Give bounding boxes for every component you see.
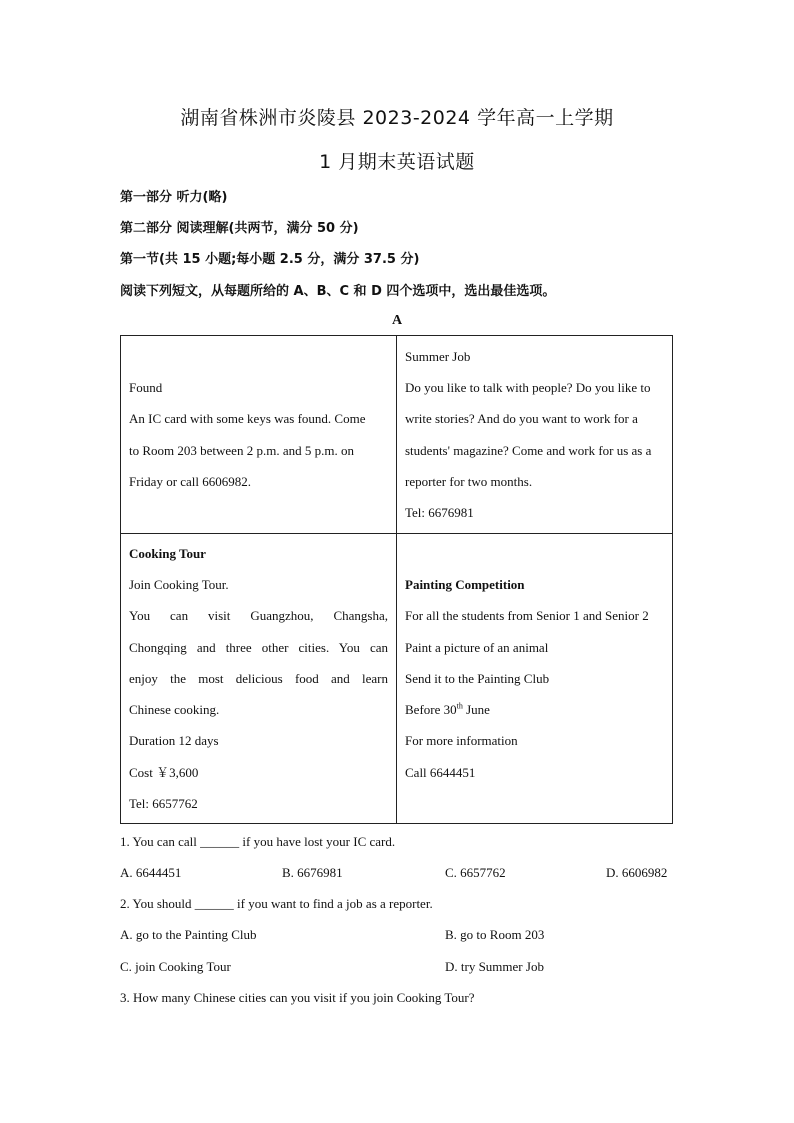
ads-table — [120, 335, 673, 824]
summer-job-line: students' magazine? Come and work for us as a — [405, 442, 652, 458]
cooking-tour-line: You can visit Guangzhou, Changsha, — [129, 608, 388, 624]
exam-title-line1: 湖南省株洲市炎陵县 2023-2024 学年高一上学期 — [180, 107, 614, 129]
question-2-option-a[interactable]: A. go to the Painting Club — [120, 927, 257, 942]
question-1-option-a[interactable]: A. 6644451 — [120, 865, 182, 880]
cooking-tour-line: Tel: 6657762 — [129, 795, 198, 811]
question-2-stem: 2. You should ______ if you want to find a job as a reporter. — [120, 896, 433, 911]
found-line: Friday or call 6606982. — [129, 473, 252, 489]
cooking-tour-line: Cost ￥3,600 — [129, 764, 199, 780]
painting-line: Paint a picture of an animal — [405, 639, 549, 655]
summer-job-line: Do you like to talk with people? Do you like to — [405, 380, 651, 396]
summer-job-ad — [397, 336, 673, 534]
painting-deadline: Before 30th June — [405, 701, 490, 718]
cooking-tour-ad — [121, 534, 397, 824]
cooking-tour-line: enjoy the most delicious food and learn — [129, 670, 388, 686]
summer-job-line: reporter for two months. — [405, 473, 533, 489]
painting-line: Call 6644451 — [405, 764, 476, 780]
found-line: An IC card with some keys was found. Come — [129, 411, 366, 427]
passage-label: A — [391, 313, 403, 328]
found-heading: Found — [129, 380, 163, 396]
instruction-text: 阅读下列短文，从每题所给的 A、B、C 和 D 四个选项中，选出最佳选项。 — [120, 284, 556, 299]
painting-heading: Painting Competition — [405, 577, 525, 593]
painting-competition-ad — [397, 534, 673, 824]
painting-line: For all the students from Senior 1 and Senior 2 — [405, 608, 649, 624]
question-2-option-c[interactable]: C. join Cooking Tour — [120, 959, 231, 974]
question-1-stem: 1. You can call ______ if you have lost your IC card. — [120, 834, 396, 849]
section1-heading: 第一节(共 15 小题;每小题 2.5 分，满分 37.5 分) — [120, 252, 420, 267]
cooking-tour-line: Chongqing and three other cities. You can — [129, 639, 388, 655]
question-1-option-b[interactable]: B. 6676981 — [282, 865, 343, 880]
cooking-tour-line: Chinese cooking. — [129, 702, 220, 718]
painting-line: For more information — [405, 733, 518, 749]
cooking-tour-line: Duration 12 days — [129, 733, 219, 749]
cooking-tour-heading: Cooking Tour — [129, 546, 206, 562]
question-3-stem: 3. How many Chinese cities can you visit if you join Cooking Tour? — [120, 990, 475, 1005]
question-2-option-d[interactable]: D. try Summer Job — [445, 959, 544, 974]
summer-job-heading: Summer Job — [405, 348, 471, 364]
found-ad — [121, 336, 397, 534]
question-1-option-c[interactable]: C. 6657762 — [445, 865, 506, 880]
found-line: to Room 203 between 2 p.m. and 5 p.m. on — [129, 442, 354, 458]
part1-heading: 第一部分 听力(略) — [120, 190, 228, 205]
cooking-tour-line: Join Cooking Tour. — [129, 577, 229, 593]
painting-line: Send it to the Painting Club — [405, 670, 550, 686]
summer-job-line: Tel: 6676981 — [405, 504, 474, 520]
part2-heading: 第二部分 阅读理解(共两节，满分 50 分) — [120, 221, 359, 236]
summer-job-line: write stories? And do you want to work for a — [405, 411, 638, 427]
exam-title-line2: 1 月期末英语试题 — [319, 151, 475, 173]
question-2-option-b[interactable]: B. go to Room 203 — [445, 927, 545, 942]
question-1-option-d[interactable]: D. 6606982 — [606, 865, 668, 880]
